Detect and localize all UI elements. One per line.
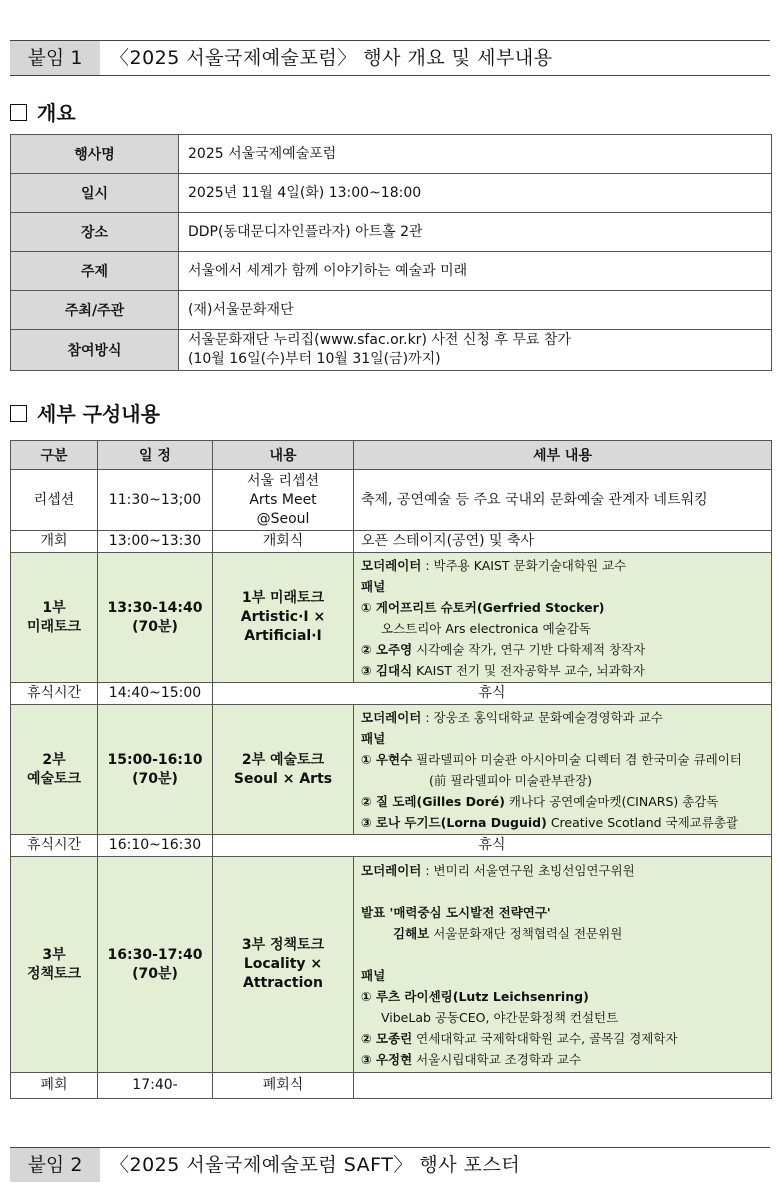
detail-line: ③ 김대식 KAIST 전기 및 전자공학부 교수, 뇌과학자 bbox=[361, 662, 645, 678]
time-cell bbox=[98, 705, 213, 835]
category-line: 미래토크 bbox=[26, 618, 82, 635]
overview-label: 일시 bbox=[11, 174, 179, 213]
table-row-part2 bbox=[11, 705, 772, 835]
overview-label: 주최/주관 bbox=[11, 291, 179, 330]
category-line: 정책토크 bbox=[26, 965, 82, 982]
attachment-title: 〈2025 서울국제예술포럼〉 행사 개요 및 세부내용 bbox=[110, 47, 553, 69]
detail-cell bbox=[354, 553, 772, 683]
table-row-opening bbox=[11, 531, 772, 553]
detail-line: ① 우현수 필라델피아 미술관 아시아미술 디렉터 겸 한국미술 큐레이터 bbox=[361, 751, 742, 767]
content-line: 서울 리셉션 bbox=[246, 472, 320, 489]
col-header: 일 정 bbox=[98, 441, 213, 470]
time-cell: 11:30~13;00 bbox=[98, 470, 213, 531]
col-header: 내용 bbox=[213, 441, 354, 470]
content-line: Seoul × Arts bbox=[233, 770, 333, 787]
attachment-1-header bbox=[10, 40, 770, 76]
time-line: 15:00-16:10 bbox=[107, 751, 203, 768]
detail-table bbox=[10, 440, 772, 1099]
attachment-title: 〈2025 서울국제예술포럼 SAFT〉 행사 포스터 bbox=[110, 1154, 521, 1176]
overview-value-line: (10월 16일(수)부터 10월 31일(금)까지) bbox=[188, 351, 441, 367]
table-row-part1 bbox=[11, 553, 772, 683]
time-line: (70분) bbox=[132, 965, 178, 982]
time-cell: 16:10~16:30 bbox=[98, 835, 213, 857]
detail-line: 모더레이터 : 박주용 KAIST 문화기술대학원 교수 bbox=[361, 557, 627, 573]
col-header: 구분 bbox=[11, 441, 98, 470]
content-cell: 개회식 bbox=[213, 531, 354, 553]
category-cell: 리셉션 bbox=[11, 470, 98, 531]
detail-line: ② 질 도레(Gilles Doré) 캐나다 공연예술마켓(CINARS) 총감독 bbox=[361, 793, 719, 809]
overview-value-line: 서울문화재단 누리집(www.sfac.or.kr) 사전 신청 후 무료 참가 bbox=[188, 332, 571, 348]
detail-line: 김해보 서울문화재단 정책협력실 전문위원 bbox=[393, 925, 623, 941]
detail-line-empty bbox=[361, 944, 764, 965]
detail-header-row bbox=[11, 441, 772, 470]
overview-row bbox=[11, 252, 772, 291]
overview-value: 2025년 11월 4일(화) 13:00~18:00 bbox=[179, 174, 772, 213]
time-line: 13:30-14:40 bbox=[107, 599, 203, 616]
overview-table bbox=[10, 134, 772, 371]
overview-label: 장소 bbox=[11, 213, 179, 252]
content-cell bbox=[213, 553, 354, 683]
category-cell: 개회 bbox=[11, 531, 98, 553]
detail-cell bbox=[354, 705, 772, 835]
time-cell: 14:40~15:00 bbox=[98, 683, 213, 705]
detail-line: ② 모종린 연세대학교 국제학대학원 교수, 골목길 경제학자 bbox=[361, 1030, 678, 1046]
overview-value bbox=[179, 330, 772, 371]
content-cell bbox=[213, 705, 354, 835]
overview-row bbox=[11, 174, 772, 213]
detail-line: 모더레이터 : 장웅조 홍익대학교 문화예술경영학과 교수 bbox=[361, 709, 663, 725]
content-line: Locality × bbox=[243, 956, 323, 972]
content-line: @Seoul bbox=[256, 510, 310, 527]
attachment-tag: 붙임 2 bbox=[10, 1148, 100, 1182]
content-line: Artistic·I × bbox=[240, 609, 326, 625]
overview-label: 행사명 bbox=[11, 135, 179, 174]
detail-line: ② 오주영 시각예술 작가, 연구 기반 다학제적 창작자 bbox=[361, 641, 646, 657]
content-line: 1부 미래토크 bbox=[241, 590, 325, 606]
overview-label: 주제 bbox=[11, 252, 179, 291]
content-line: 3부 정책토크 bbox=[241, 937, 325, 953]
detail-cell bbox=[354, 1073, 772, 1099]
content-cell bbox=[213, 470, 354, 531]
attachment-2-header bbox=[10, 1147, 770, 1183]
table-row-reception bbox=[11, 470, 772, 531]
table-row-break2 bbox=[11, 835, 772, 857]
detail-line: ③ 우정현 서울시립대학교 조경학과 교수 bbox=[361, 1051, 582, 1067]
overview-row bbox=[11, 330, 772, 371]
detail-line: 모더레이터 : 변미리 서울연구원 초빙선임연구위원 bbox=[361, 862, 635, 878]
overview-value: (재)서울문화재단 bbox=[179, 291, 772, 330]
table-row-part3 bbox=[11, 857, 772, 1073]
overview-row bbox=[11, 213, 772, 252]
content-line: Attraction bbox=[243, 975, 323, 991]
attachment-tag: 붙임 1 bbox=[10, 41, 100, 75]
content-cell: 폐회식 bbox=[213, 1073, 354, 1099]
overview-value: 서울에서 세계가 함께 이야기하는 예술과 미래 bbox=[179, 252, 772, 291]
time-line: 16:30-17:40 bbox=[107, 946, 203, 963]
category-line: 2부 bbox=[42, 751, 66, 768]
table-row-closing bbox=[11, 1073, 772, 1099]
category-cell bbox=[11, 553, 98, 683]
time-line: (70분) bbox=[132, 618, 178, 635]
overview-value: DDP(동대문디자인플라자) 아트홀 2관 bbox=[179, 213, 772, 252]
detail-heading-text: 세부 구성내용 bbox=[37, 402, 160, 426]
overview-value: 2025 서울국제예술포럼 bbox=[179, 135, 772, 174]
detail-line-empty bbox=[361, 881, 764, 902]
col-header: 세부 내용 bbox=[354, 441, 772, 470]
content-cell: 휴식 bbox=[213, 683, 772, 705]
time-cell: 13:00~13:30 bbox=[98, 531, 213, 553]
detail-line: ① 게어프리트 슈토커(Gerfried Stocker) bbox=[361, 599, 605, 615]
content-cell: 휴식 bbox=[213, 835, 772, 857]
detail-line: 오스트리아 Ars electronica 예술감독 bbox=[381, 620, 591, 636]
content-cell bbox=[213, 857, 354, 1073]
overview-heading-text: 개요 bbox=[37, 101, 76, 125]
detail-cell bbox=[354, 857, 772, 1073]
detail-line: 발표 '매력중심 도시발전 전략연구' bbox=[361, 904, 551, 920]
detail-heading bbox=[10, 398, 160, 427]
detail-line: 패널 bbox=[361, 730, 386, 746]
detail-line: 패널 bbox=[361, 578, 386, 594]
overview-label: 참여방식 bbox=[11, 330, 179, 371]
detail-cell: 오픈 스테이지(공연) 및 축사 bbox=[354, 531, 772, 553]
category-line: 3부 bbox=[42, 946, 66, 963]
category-cell: 휴식시간 bbox=[11, 683, 98, 705]
detail-cell: 축제, 공연예술 등 주요 국내외 문화예술 관계자 네트워킹 bbox=[354, 470, 772, 531]
category-line: 1부 bbox=[42, 599, 66, 616]
category-cell: 휴식시간 bbox=[11, 835, 98, 857]
overview-heading bbox=[10, 97, 76, 126]
checkbox-square-icon bbox=[10, 405, 27, 422]
header-rule-bottom bbox=[10, 75, 770, 76]
category-line: 예술토크 bbox=[26, 770, 82, 787]
overview-row bbox=[11, 291, 772, 330]
time-cell bbox=[98, 857, 213, 1073]
checkbox-square-icon bbox=[10, 104, 27, 121]
content-line: 2부 예술토크 bbox=[241, 751, 325, 768]
overview-row bbox=[11, 135, 772, 174]
detail-line: 패널 bbox=[361, 967, 386, 983]
table-row-break1 bbox=[11, 683, 772, 705]
detail-line: VibeLab 공동CEO, 야간문화정책 컨설턴트 bbox=[381, 1009, 619, 1025]
detail-line: ① 루츠 라이센링(Lutz Leichsenring) bbox=[361, 988, 589, 1004]
time-cell bbox=[98, 553, 213, 683]
category-cell: 폐회 bbox=[11, 1073, 98, 1099]
detail-line: (前 필라델피아 미술관부관장) bbox=[429, 772, 593, 788]
content-line: Arts Meet bbox=[249, 491, 317, 508]
category-cell bbox=[11, 705, 98, 835]
category-cell bbox=[11, 857, 98, 1073]
detail-line: ③ 로나 두기드(Lorna Duguid) Creative Scotland 국제교류총괄 bbox=[361, 814, 738, 830]
time-line: (70분) bbox=[132, 770, 178, 787]
time-cell: 17:40- bbox=[98, 1073, 213, 1099]
content-line: Artificial·I bbox=[244, 628, 322, 644]
